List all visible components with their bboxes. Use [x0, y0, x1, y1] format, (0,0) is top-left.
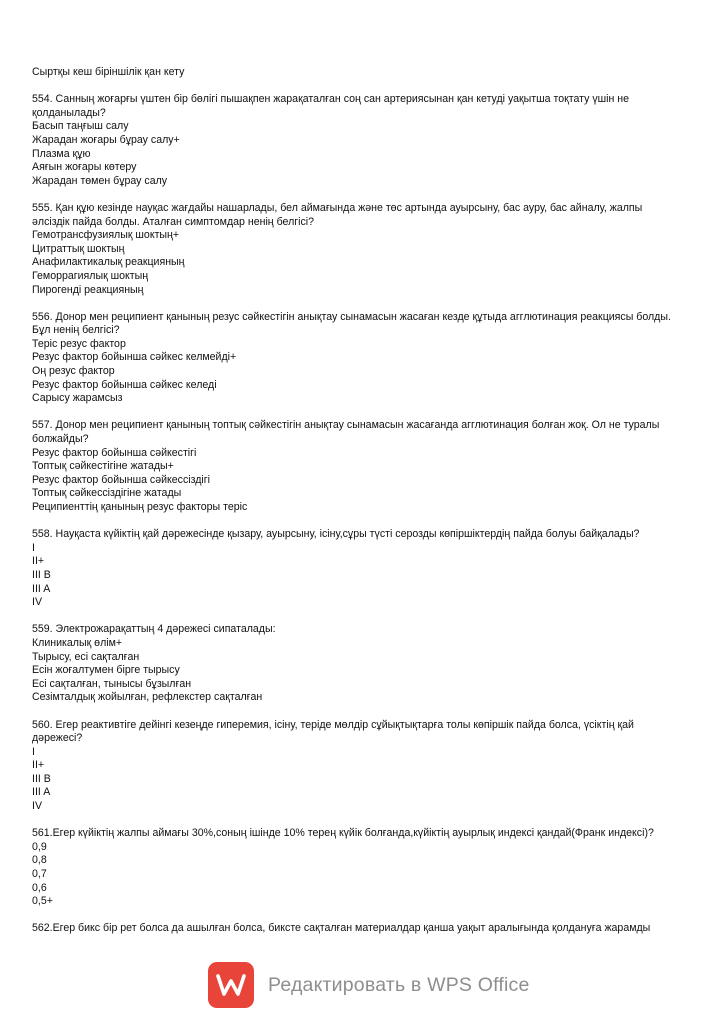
answer-option: III A — [32, 786, 51, 799]
question-block — [32, 528, 672, 610]
answer-option: III B — [32, 772, 51, 785]
answer-option: Тырысу, есі сақталған — [32, 650, 140, 663]
answer-option: Жарадан жоғары бұрау салу+ — [32, 133, 180, 146]
question-text: 554. Санның жоғарғы үштен бір бөлігі пышақпен жарақаталған соң сан артериясынан қан кетуді уақытша тоқтату үшін не қолданылады? — [32, 93, 630, 119]
answer-option: Резус фактор бойынша сәйкестігі — [32, 446, 197, 459]
answer-option: Анафилактикалық реакцияның — [32, 256, 185, 269]
question-text: 562.Егер бикс бір рет болса да ашылған болса, биксте сақталған материалдар қанша уақыт аралығында қолдануға жарамды — [32, 922, 651, 935]
document-page — [32, 66, 672, 936]
wps-edit-label[interactable]: Редактировать в WPS Office — [268, 973, 530, 996]
answer-option: Плазма құю — [32, 147, 91, 160]
answer-option: Аяғын жоғары көтеру — [32, 161, 137, 174]
question-block — [32, 419, 672, 514]
answer-option: Реципиенттің қанының резус факторы теріс — [32, 501, 248, 513]
answer-option: Геморрагиялық шоктың — [32, 269, 149, 282]
answer-option: Пирогенді реакцияның — [32, 283, 144, 296]
question-text: 558. Науқаста күйіктің қай дәрежесінде қызару, ауырсыну, ісіну,сұры түсті серозды көпіршіктердің пайда болуы байқалады? — [32, 528, 640, 541]
answer-option: Топтық сәйкестігіне жатады+ — [32, 460, 174, 473]
question-list — [32, 93, 672, 936]
question-text: 555. Қан құю кезінде науқас жағдайы нашарлады, бел аймағында және төс артында ауырсыну, бас ауру, бас айналу, жалпы әлсіздік пайда болды. Аталған симптомдар ненің белгісі? — [32, 201, 643, 228]
question-text: 556. Донор мен реципиент қанының резус сәйкестігін анықтау сынамасын жасаған кезде құтыда агглютинация реакциясы болды. Бұл ненің белгісі? — [32, 310, 671, 337]
answer-option: Сарысу жарамсыз — [32, 392, 123, 405]
answer-option: Цитраттық шоктың — [32, 242, 125, 255]
answer-option: II+ — [32, 759, 45, 772]
answer-option: Жарадан төмен бұрау салу — [32, 174, 168, 187]
question-text: 559. Электрожарақаттың 4 дәрежесі сипаталады: — [32, 623, 276, 636]
answer-option: Топтық сәйкессіздігіне жатады — [32, 487, 182, 500]
answer-option: Резус фактор бойынша сәйкес келмейді+ — [32, 351, 237, 364]
question-text: 557. Донор мен реципиент қанының топтық сәйкестігін анықтау сынамасын жасағанда агглютинация болған жоқ. Ол не туралы болжайды? — [32, 419, 660, 446]
answer-option: Резус фактор бойынша сәйкессіздігі — [32, 473, 210, 486]
wps-edit-banner[interactable] — [208, 960, 530, 1010]
answer-option: Теріс резус фактор — [32, 337, 126, 350]
answer-option: IV — [32, 596, 43, 609]
answer-option: Оң резус фактор — [32, 365, 115, 378]
question-block — [32, 922, 672, 936]
wps-logo-icon[interactable] — [208, 962, 254, 1008]
answer-option: 0,5+ — [32, 895, 53, 908]
answer-option: Гемотрансфузиялық шоктың+ — [32, 229, 180, 242]
question-text: 561.Егер күйіктің жалпы аймағы 30%,соның ішінде 10% терең күйік болғанда,күйіктің ауырлық индексі қандай(Франк индексі)? — [32, 827, 654, 840]
question-block — [32, 93, 672, 188]
answer-option: I — [32, 541, 35, 554]
answer-option: Басып таңғыш салу — [32, 120, 129, 133]
answer-option: Есін жоғалтумен бірге тырысу — [32, 664, 180, 677]
answer-option: 0,7 — [32, 868, 47, 881]
answer-option: III A — [32, 582, 51, 595]
question-block — [32, 202, 672, 297]
question-text: 560. Егер реактивтіге дейінгі кезеңде гиперемия, ісіну, теріде мөлдір сұйықтықтарға толы көпіршік пайда болса, үсіктің қай дәрежесі? — [32, 718, 634, 745]
question-block — [32, 311, 672, 406]
answer-option: Клиникалық өлім+ — [32, 636, 123, 649]
answer-option: III B — [32, 568, 51, 581]
question-block — [32, 719, 672, 814]
answer-option: 0,6 — [32, 881, 47, 894]
answer-option: 0,8 — [32, 854, 47, 867]
answer-option: Резус фактор бойынша сәйкес келеді — [32, 378, 217, 391]
answer-option: IV — [32, 800, 43, 813]
answer-option: Есі сақталған, тынысы бұзылған — [32, 677, 192, 690]
answer-option: 0,9 — [32, 840, 47, 853]
question-block — [32, 623, 672, 705]
answer-option: Сезімталдық жойылған, рефлекстер сақталған — [32, 691, 263, 704]
answer-option: I — [32, 745, 35, 758]
answer-option: II+ — [32, 555, 45, 568]
intro-text: Сыртқы кеш біріншілік қан кету — [32, 66, 185, 78]
question-block — [32, 827, 672, 909]
